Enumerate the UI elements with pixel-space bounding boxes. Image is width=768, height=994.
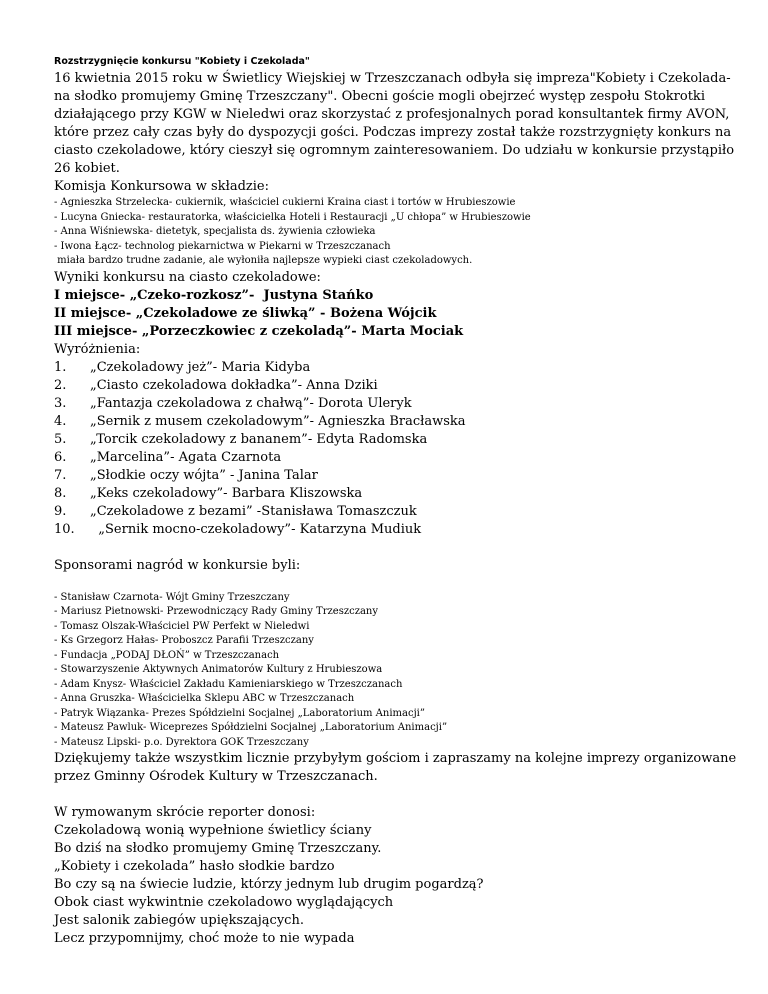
list-item	[54, 377, 744, 395]
poem-line: Bo dziś na słodko promujemy Gminę Trzeszczany.	[54, 841, 382, 856]
list-item	[54, 413, 744, 431]
list-item	[54, 359, 744, 377]
list-number: 5.	[54, 431, 67, 447]
list-number: 10.	[54, 521, 75, 537]
committee-item: - Anna Wiśniewska- dietetyk, specjalista ds. żywienia człowieka	[54, 226, 376, 237]
list-text: „Sernik mocno-czekoladowy”- Katarzyna Mudiuk	[90, 521, 422, 537]
list-item	[54, 521, 744, 539]
spacer	[54, 575, 744, 591]
results-title: Wyniki konkursu na ciasto czekoladowe:	[54, 269, 321, 285]
sponsors-list	[54, 591, 744, 751]
list-item	[54, 431, 744, 449]
second-place: II miejsce- „Czekoladowe ze śliwką” - Bożena Wójcik	[54, 305, 437, 321]
list-text: „Fantazja czekoladowa z chałwą”- Dorota Uleryk	[90, 395, 412, 411]
sponsor-item: - Stowarzyszenie Aktywnych Animatorów Kultury z Hrubieszowa	[54, 664, 383, 675]
list-text: „Czekoladowe z bezami” -Stanisława Tomaszczuk	[90, 503, 417, 519]
poem	[54, 804, 744, 948]
spacer	[54, 786, 744, 804]
list-number: 7.	[54, 467, 67, 483]
sponsor-item: - Mateusz Lipski- p.o. Dyrektora GOK Trzeszczany	[54, 736, 309, 748]
sponsor-item: - Adam Knysz- Właściciel Zakładu Kamieniarskiego w Trzeszczanach	[54, 678, 403, 690]
thanks-paragraph: Dziękujemy także wszystkim licznie przybyłym gościom i zapraszamy na kolejne imprezy organizowane przez Gminny Ośrodek Kultury w Trzeszczanach.	[54, 751, 737, 784]
document-body	[54, 70, 744, 948]
list-text: „Słodkie oczy wójta” - Janina Talar	[90, 467, 318, 483]
sponsor-item: - Ks Grzegorz Hałas- Proboszcz Parafii Trzeszczany	[54, 635, 314, 646]
poem-line: Obok ciast wykwintnie czekoladowo wyglądających	[54, 895, 394, 910]
list-text: „Keks czekoladowy”- Barbara Kliszowska	[90, 485, 363, 501]
committee-item: - Agnieszka Strzelecka- cukiernik, właściciel cukierni Kraina ciast i tortów w Hrubieszowie	[54, 197, 516, 208]
list-item	[54, 395, 744, 413]
distinctions-title: Wyróżnienia:	[54, 341, 141, 357]
poem-line: W rymowanym skrócie reporter donosi:	[54, 805, 316, 820]
committee-title: Komisja Konkursowa w składzie:	[54, 179, 269, 194]
list-text: „Czekoladowy jeż”- Maria Kidyba	[90, 359, 311, 375]
sponsor-item: - Fundacja „PODAJ DŁOŃ” w Trzeszczanach	[54, 649, 280, 661]
places-list	[54, 287, 744, 341]
committee-list	[54, 196, 744, 269]
third-place: III miejsce- „Porzeczkowiec z czekoladą”- Marta Mociak	[54, 323, 464, 339]
document-heading: Rozstrzygnięcie konkursu "Kobiety i Czekolada"	[54, 56, 310, 67]
list-number: 6.	[54, 449, 67, 465]
distinctions-list	[54, 359, 744, 539]
first-place: I miejsce- „Czeko-rozkosz”- Justyna Stańko	[54, 287, 374, 303]
sponsors-title: Sponsorami nagród w konkursie byli:	[54, 557, 301, 573]
poem-line: Jest salonik zabiegów upiększających.	[54, 913, 304, 928]
committee-item: - Iwona Łącz- technolog piekarnictwa w Piekarni w Trzeszczanach	[54, 240, 391, 252]
sponsor-item: - Stanisław Czarnota- Wójt Gminy Trzeszczany	[54, 591, 290, 603]
list-number: 9.	[54, 503, 67, 519]
poem-line: „Kobiety i czekolada” hasło słodkie bardzo	[54, 859, 335, 874]
list-number: 1.	[54, 359, 67, 375]
intro-paragraph: 16 kwietnia 2015 roku w Świetlicy Wiejskiej w Trzeszczanach odbyła się impreza"Kobiety i Czekolada- na słodko promujemy Gminę Trzeszczany". Obecni goście mogli obejrzeć występ zespołu Stokrotki działającego przy KGW w Nieledwi oraz skorzystać z profesjonalnych porad konsultantek firmy AVON, które przez cały czas były do dyspozycji gości. Podczas imprezy został także rozstrzygnięty konkurs na ciasto czekoladowe, który cieszył się ogromnym zainteresowaniem. Do udziału w konkursie przystąpiło 26 kobiet.	[54, 71, 735, 176]
list-number: 2.	[54, 377, 67, 393]
list-item	[54, 467, 744, 485]
list-item	[54, 503, 744, 521]
sponsor-item: - Tomasz Olszak-Właściciel PW Perfekt w Nieledwi	[54, 620, 310, 632]
poem-line: Czekoladową wonią wypełnione świetlicy ściany	[54, 823, 372, 838]
list-text: „Sernik z musem czekoladowym”- Agnieszka Bracławska	[90, 413, 466, 429]
list-text: „Marcelina”- Agata Czarnota	[90, 449, 282, 465]
list-number: 8.	[54, 485, 67, 501]
sponsor-item: - Mateusz Pawluk- Wiceprezes Spółdzielni Socjalnej „Laboratorium Animacji”	[54, 722, 448, 733]
committee-note: miała bardzo trudne zadanie, ale wyłoniła najlepsze wypieki ciast czekoladowych.	[54, 255, 473, 266]
list-text: „Torcik czekoladowy z bananem”- Edyta Radomska	[90, 431, 428, 447]
list-text: „Ciasto czekoladowa dokładka”- Anna Dziki	[90, 377, 378, 393]
sponsor-item: - Mariusz Pietnowski- Przewodniczący Rady Gminy Trzeszczany	[54, 606, 379, 617]
spacer	[54, 539, 744, 557]
list-item	[54, 485, 744, 503]
list-number: 3.	[54, 395, 67, 411]
sponsor-item: - Patryk Wiązanka- Prezes Spółdzielni Socjalnej „Laboratorium Animacji”	[54, 707, 425, 719]
poem-line: Bo czy są na świecie ludzie, którzy jednym lub drugim pogardzą?	[54, 877, 484, 892]
poem-line: Lecz przypomnijmy, choć może to nie wypada	[54, 931, 355, 946]
list-number: 4.	[54, 413, 67, 429]
sponsor-item: - Anna Gruszka- Właścicielka Sklepu ABC w Trzeszczanach	[54, 693, 355, 704]
list-item	[54, 449, 744, 467]
committee-item: - Lucyna Gniecka- restauratorka, właścicielka Hoteli i Restauracji „U chłopa” w Hrubieszowie	[54, 211, 531, 223]
